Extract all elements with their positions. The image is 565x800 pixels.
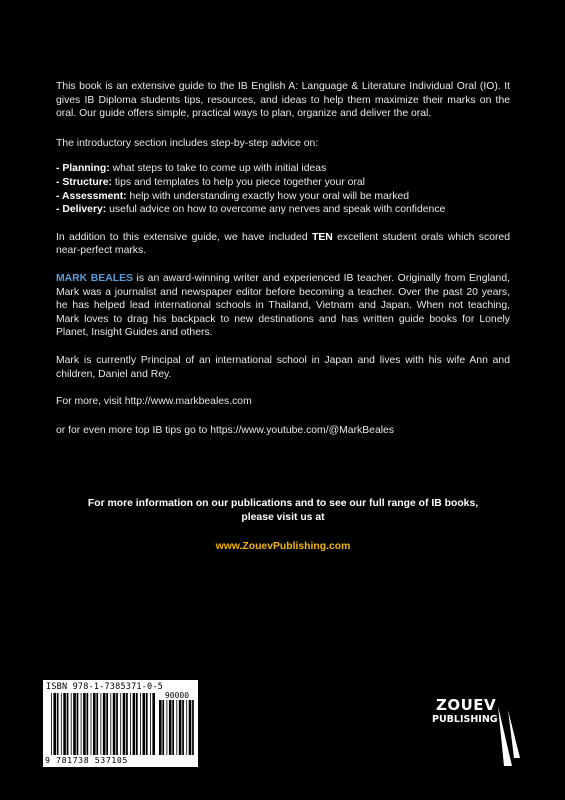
publisher-logo-word-1: ZOUEV <box>436 696 497 714</box>
addition-after: excellent student orals which scored near-perfect marks. <box>56 231 510 257</box>
back-cover-text <box>56 80 510 448</box>
advice-term: - Structure: <box>56 176 112 188</box>
author-bio-text: is an award-winning writer and experienced IB teacher. Originally from England, Mark was a journalist and newspaper editor before becoming a teacher. Over the past 20 years, he has helped lead international schools in Thailand, Vietnam and Japan. When not teaching, Mark loves to drag his backpack to new destinations and has written guide books for Lonely Planet, Insight Guides and others. <box>56 272 510 339</box>
author-bio <box>56 272 510 340</box>
advice-item-planning <box>56 162 510 176</box>
advice-text: help with understanding exactly how your oral will be marked <box>126 190 410 202</box>
publisher-url: www.ZouevPublishing.com <box>215 541 351 552</box>
section-intro: The introductory section includes step-by-step advice on: <box>56 137 319 149</box>
author-youtube-line: or for even more top IB tips go to https://www.youtube.com/@MarkBeales <box>56 424 395 436</box>
advice-item-delivery <box>56 203 510 217</box>
barcode-addon-bars <box>159 700 195 755</box>
advice-text: useful advice on how to overcome any nerves and speak with confidence <box>106 204 446 216</box>
author-website-line: For more, visit http://www.markbeales.com <box>56 396 252 408</box>
publisher-logo-word-2: PUBLISHING <box>432 714 498 725</box>
advice-item-assessment <box>56 190 510 204</box>
isbn-text: ISBN 978-1-7385371-0-5 <box>46 682 163 692</box>
promo-line-2: please visit us at <box>241 512 325 523</box>
addition-before: In addition to this extensive guide, we have included <box>56 231 312 243</box>
author-current: Mark is currently Principal of an international school in Japan and lives with his wife Ann and children, Daniel and Rey. <box>56 354 510 380</box>
intro-paragraph: This book is an extensive guide to the IB English A: Language & Literature Individual Oral (IO). It gives IB Diploma students tips, resources, and ideas to help them maximize their marks on the oral. Our guide offers simple, practical ways to plan, organize and deliver the oral. <box>56 81 510 120</box>
advice-text: what steps to take to come up with initial ideas <box>109 163 327 175</box>
addition-paragraph <box>56 231 510 258</box>
publisher-logo <box>432 696 522 766</box>
author-name: MARK BEALES <box>56 272 133 284</box>
advice-list <box>56 162 510 216</box>
publisher-promo <box>56 497 510 525</box>
addition-highlight: TEN <box>311 231 333 243</box>
advice-item-structure <box>56 176 510 190</box>
promo-line-1: For more information on our publications and to see our full range of IB books, <box>87 498 479 509</box>
price-addon-digits: 90000 <box>164 691 190 700</box>
advice-term: - Delivery: <box>56 204 107 216</box>
ean-digits: 9 781738 537105 <box>45 755 128 765</box>
advice-text: tips and templates to help you piece together your oral <box>112 176 365 188</box>
advice-term: - Planning: <box>56 163 110 175</box>
isbn-barcode <box>43 680 198 767</box>
barcode-bars <box>51 693 155 755</box>
advice-term: - Assessment: <box>56 190 127 202</box>
